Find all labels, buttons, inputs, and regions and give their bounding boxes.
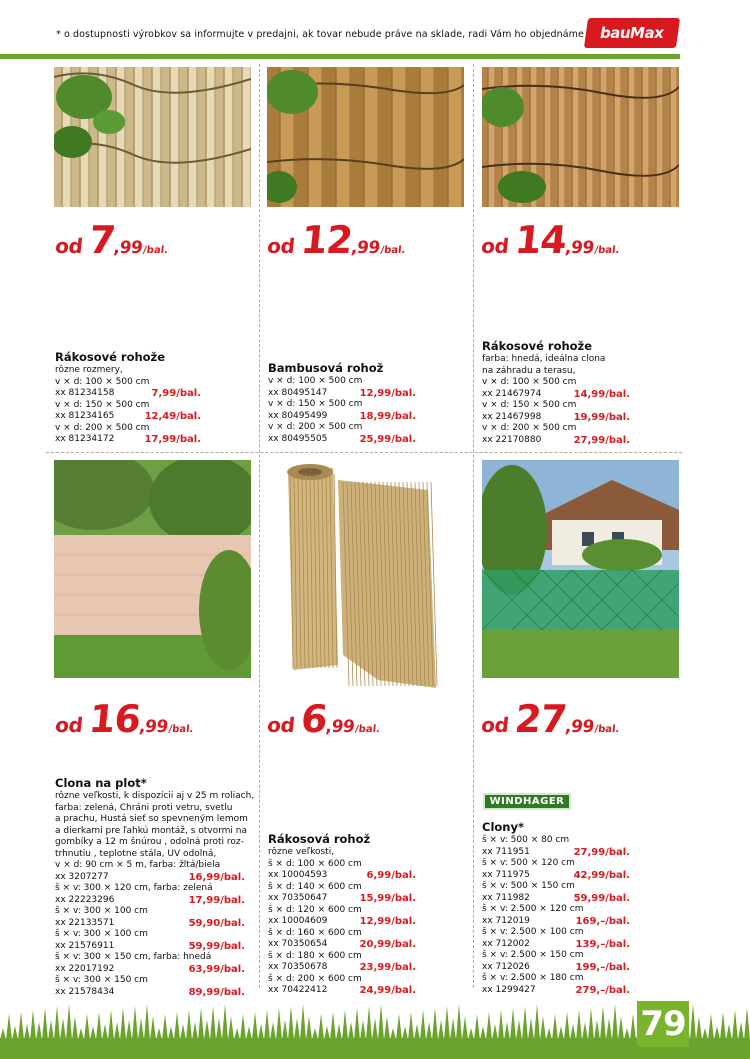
product-title: Rákosová rohož xyxy=(268,832,371,846)
variant-label: xx 80495505 xyxy=(268,433,328,444)
price-tag xyxy=(480,697,623,741)
variant-row xyxy=(268,859,416,871)
variant-price: 20,99/bal. xyxy=(359,939,416,950)
variant-row xyxy=(482,916,630,928)
variant-row xyxy=(482,950,630,962)
price-tag xyxy=(266,697,384,741)
variant-label: xx 10004593 xyxy=(268,870,328,880)
variant-label: v × d: 100 × 500 cm xyxy=(268,376,363,386)
variant-label: xx 1299427 xyxy=(482,984,536,995)
product-info xyxy=(482,821,630,996)
product-title: Clony* xyxy=(482,820,524,834)
product-description: na záhradu a terasu, xyxy=(482,365,576,376)
variant-label: xx 22170880 xyxy=(482,434,542,445)
variant-price: 18,99/bal. xyxy=(359,410,416,422)
variant-row xyxy=(482,847,630,859)
variant-label: xx 21467974 xyxy=(482,388,542,399)
variant-label: xx 21578434 xyxy=(55,986,115,997)
variant-row xyxy=(482,973,630,985)
variant-label: xx 712002 xyxy=(482,938,530,949)
variant-label: v × d: 150 × 500 cm xyxy=(268,399,363,409)
variant-row xyxy=(482,904,630,916)
variant-row xyxy=(55,929,245,941)
variant-label: xx 70350647 xyxy=(268,893,328,903)
price-cents: ,99 xyxy=(564,238,595,258)
variant-row xyxy=(482,962,630,974)
variant-row xyxy=(268,962,416,974)
product-description: farba: zelená, Chráni proti vetru, svetlu xyxy=(55,802,233,813)
variant-row xyxy=(268,916,416,928)
variant-row xyxy=(268,905,416,917)
variant-label: š × v: 500 × 80 cm xyxy=(482,835,570,845)
variant-row xyxy=(268,939,416,951)
variant-label: š × d: 180 × 600 cm xyxy=(268,950,362,961)
variant-label: xx 80495499 xyxy=(268,410,328,421)
product-image-bamboo-mat xyxy=(267,67,464,207)
variant-price: 59,99/bal. xyxy=(573,892,630,904)
variant-row xyxy=(55,411,201,423)
variant-row xyxy=(268,882,416,894)
variant-label: š × v: 2.500 × 120 cm xyxy=(482,904,584,914)
price-prefix: od xyxy=(266,713,296,737)
variant-row xyxy=(55,975,245,987)
variant-row xyxy=(55,388,201,400)
product-image-fence-screen xyxy=(54,460,251,678)
variant-label: š × d: 140 × 600 cm xyxy=(268,881,362,892)
variant-label: š × v: 500 × 150 cm xyxy=(482,881,575,891)
variant-row xyxy=(268,434,416,446)
variant-row xyxy=(268,928,416,940)
page-number: 79 xyxy=(637,1001,689,1047)
variant-label: v × d: 200 × 500 cm xyxy=(482,423,577,433)
price-main: 6 xyxy=(298,697,329,741)
variant-label: š × v: 2.500 × 150 cm xyxy=(482,950,584,960)
variant-price: 63,99/bal. xyxy=(188,963,245,975)
price-unit: /bal. xyxy=(142,245,169,256)
product-info xyxy=(268,362,416,445)
variant-row xyxy=(268,399,416,411)
variant-row xyxy=(268,893,416,905)
variant-price: 139,–/bal. xyxy=(575,938,630,950)
variant-price: 24,99/bal. xyxy=(359,985,416,996)
variant-price: 89,99/bal. xyxy=(188,986,245,998)
price-unit: /bal. xyxy=(379,245,406,256)
variant-price: 12,99/bal. xyxy=(359,387,416,399)
price-main: 27 xyxy=(512,697,569,741)
variant-price: 199,–/bal. xyxy=(575,961,630,973)
price-prefix: od xyxy=(480,234,510,258)
product-title: Bambusová rohož xyxy=(268,361,384,375)
price-main: 12 xyxy=(298,218,355,262)
variant-price: 12,99/bal. xyxy=(359,916,416,927)
variant-label: š × v: 500 × 120 cm xyxy=(482,858,575,868)
price-tag xyxy=(54,697,197,741)
variant-label: š × v: 2.500 × 180 cm xyxy=(482,973,584,983)
price-cents: ,99 xyxy=(112,238,144,258)
product-title: Rákosové rohože xyxy=(55,350,166,364)
product-image-green-mesh xyxy=(482,460,679,678)
variant-row xyxy=(482,435,630,447)
variant-row xyxy=(482,881,630,893)
variant-row xyxy=(55,434,201,446)
variant-row xyxy=(482,870,630,882)
product-description: farba: hnedá, ideálna clona xyxy=(482,354,606,364)
variant-price: 27,99/bal. xyxy=(573,434,630,446)
product-description: a prachu, Hustá sieť so spevneným lemom xyxy=(55,814,248,824)
price-tag xyxy=(480,218,623,262)
variant-price: 17,99/bal. xyxy=(188,894,245,906)
variant-label: xx 712026 xyxy=(482,961,530,972)
price-unit: /bal. xyxy=(593,245,620,256)
variant-price: 6,99/bal. xyxy=(366,870,416,881)
variant-row xyxy=(268,376,416,388)
variant-label: v × d: 200 × 500 cm xyxy=(268,422,363,432)
variant-label: v × d: 150 × 500 cm xyxy=(482,400,577,410)
price-tag xyxy=(266,218,409,262)
variant-label: š × v: 300 × 150 cm xyxy=(55,975,148,985)
product-info xyxy=(55,776,255,998)
variant-row xyxy=(482,893,630,905)
variant-label: š × v: 300 × 150 cm, farba: hnedá xyxy=(55,952,212,962)
variant-label: xx 711982 xyxy=(482,892,530,903)
variant-row xyxy=(482,835,630,847)
variant-price: 14,99/bal. xyxy=(573,388,630,400)
windhager-logo: WINDHAGER xyxy=(483,793,571,810)
header-divider xyxy=(0,54,680,59)
product-title: Rákosové rohože xyxy=(482,339,593,353)
variant-row xyxy=(55,906,245,918)
variant-label: xx 81234172 xyxy=(55,434,115,444)
variant-row xyxy=(482,423,630,435)
variant-label: xx 81234165 xyxy=(55,411,115,421)
column-divider xyxy=(259,64,260,988)
variant-row xyxy=(55,872,245,884)
variant-label: š × v: 300 × 100 cm xyxy=(55,929,148,939)
price-main: 14 xyxy=(512,218,569,262)
variant-label: š × d: 120 × 600 cm xyxy=(268,904,362,915)
price-prefix: od xyxy=(480,713,510,737)
product-info xyxy=(482,340,630,446)
variant-row xyxy=(482,939,630,951)
variant-row xyxy=(55,941,245,953)
variant-label: v × d: 200 × 500 cm xyxy=(55,422,150,433)
variant-row xyxy=(55,400,201,412)
variant-label: xx 711951 xyxy=(482,846,530,857)
variant-label: š × d: 200 × 600 cm xyxy=(268,973,362,984)
variant-label: xx 10004609 xyxy=(268,916,328,926)
variant-label: xx 21576911 xyxy=(55,940,115,951)
column-divider xyxy=(473,64,474,988)
variant-label: v × d: 90 cm × 5 m, farba: žltá/biela xyxy=(55,860,221,870)
variant-price: 15,99/bal. xyxy=(359,893,416,904)
product-description: rôzne rozmery, xyxy=(55,365,123,375)
product-description: trhnutiu , teplotne stála, UV odolná, xyxy=(55,848,217,859)
price-unit: /bal. xyxy=(593,724,620,735)
variant-label: xx 712019 xyxy=(482,915,530,926)
variant-row xyxy=(55,987,245,999)
variant-label: xx 80495147 xyxy=(268,387,328,398)
product-title: Clona na plot* xyxy=(55,776,147,790)
variant-row xyxy=(482,400,630,412)
price-cents: ,99 xyxy=(138,717,169,737)
variant-label: xx 3207277 xyxy=(55,871,109,882)
product-image-reed-mat xyxy=(54,67,251,207)
variant-price: 19,99/bal. xyxy=(573,411,630,423)
price-main: 7 xyxy=(86,218,117,262)
variant-price: 27,99/bal. xyxy=(573,846,630,858)
variant-row xyxy=(55,860,245,872)
variant-row xyxy=(482,377,630,389)
variant-label: xx 22017192 xyxy=(55,963,115,974)
variant-label: š × d: 160 × 600 cm xyxy=(268,927,362,938)
price-cents: ,99 xyxy=(350,238,381,258)
variant-price: 169,–/bal. xyxy=(575,915,630,927)
variant-label: š × d: 100 × 600 cm xyxy=(268,858,362,869)
price-cents: ,99 xyxy=(564,717,595,737)
variant-row xyxy=(268,974,416,986)
product-description: gombíky a 12 m šnúrou , odolná proti roz- xyxy=(55,837,244,847)
variant-price: 59,99/bal. xyxy=(188,940,245,952)
variant-label: v × d: 100 × 500 cm xyxy=(55,376,150,387)
variant-row xyxy=(482,858,630,870)
variant-row xyxy=(55,377,201,389)
product-image-rolled-reed xyxy=(268,460,463,690)
variant-price: 7,99/bal. xyxy=(151,388,201,399)
variant-row xyxy=(268,411,416,423)
variant-label: xx 70422412 xyxy=(268,985,328,995)
product-description: rôzne veľkosti, k dispozícii aj v 25 m roliach, xyxy=(55,791,255,801)
variant-row xyxy=(268,985,416,997)
variant-row xyxy=(482,985,630,997)
baumax-logo[interactable] xyxy=(584,18,680,48)
product-description: rôzne veľkosti, xyxy=(268,847,335,857)
price-main: 16 xyxy=(86,697,143,741)
availability-notice: * o dostupnosti výrobkov sa informujte v predajni, ak tovar nebude práve na sklade, radi Vám ho objednáme xyxy=(56,29,584,40)
variant-price: 12,49/bal. xyxy=(144,411,201,422)
price-cents: ,99 xyxy=(324,717,356,737)
variant-row xyxy=(482,412,630,424)
variant-row xyxy=(55,952,245,964)
variant-price: 16,99/bal. xyxy=(188,871,245,883)
variant-label: v × d: 150 × 500 cm xyxy=(55,399,150,410)
variant-label: xx 81234158 xyxy=(55,388,115,398)
variant-price: 279,–/bal. xyxy=(575,984,630,996)
variant-label: v × d: 100 × 500 cm xyxy=(482,377,577,387)
row-divider xyxy=(46,452,682,453)
variant-row xyxy=(482,389,630,401)
price-prefix: od xyxy=(54,713,84,737)
logo-text: bauMax xyxy=(600,24,664,42)
price-prefix: od xyxy=(54,234,84,258)
variant-row xyxy=(55,895,245,907)
variant-row xyxy=(268,388,416,400)
product-image-brown-reed-mat xyxy=(482,67,679,207)
variant-row xyxy=(55,964,245,976)
variant-row xyxy=(482,927,630,939)
product-description: a dierkami pre ľahkú montáž, s otvormi na xyxy=(55,825,248,836)
variant-label: xx 70350654 xyxy=(268,939,328,949)
variant-row xyxy=(268,870,416,882)
variant-label: š × v: 300 × 100 cm xyxy=(55,906,148,916)
product-info xyxy=(268,833,416,997)
variant-price: 59,90/bal. xyxy=(188,917,245,929)
variant-price: 25,99/bal. xyxy=(359,433,416,445)
variant-row xyxy=(55,918,245,930)
product-info xyxy=(55,351,201,446)
variant-label: xx 22223296 xyxy=(55,894,115,905)
price-tag xyxy=(54,218,172,262)
variant-row xyxy=(55,423,201,435)
price-prefix: od xyxy=(266,234,296,258)
variant-label: š × v: 2.500 × 100 cm xyxy=(482,927,584,937)
variant-label: xx 21467998 xyxy=(482,411,542,422)
variant-price: 17,99/bal. xyxy=(144,434,201,445)
price-unit: /bal. xyxy=(354,724,381,735)
variant-price: 23,99/bal. xyxy=(359,962,416,973)
variant-label: š × v: 300 × 120 cm, farba: zelená xyxy=(55,883,213,893)
variant-row xyxy=(268,422,416,434)
variant-price: 42,99/bal. xyxy=(573,869,630,881)
variant-row xyxy=(55,883,245,895)
variant-label: xx 70350678 xyxy=(268,962,328,972)
variant-label: xx 22133571 xyxy=(55,917,115,928)
price-unit: /bal. xyxy=(167,724,194,735)
variant-label: xx 711975 xyxy=(482,869,530,880)
variant-row xyxy=(268,951,416,963)
